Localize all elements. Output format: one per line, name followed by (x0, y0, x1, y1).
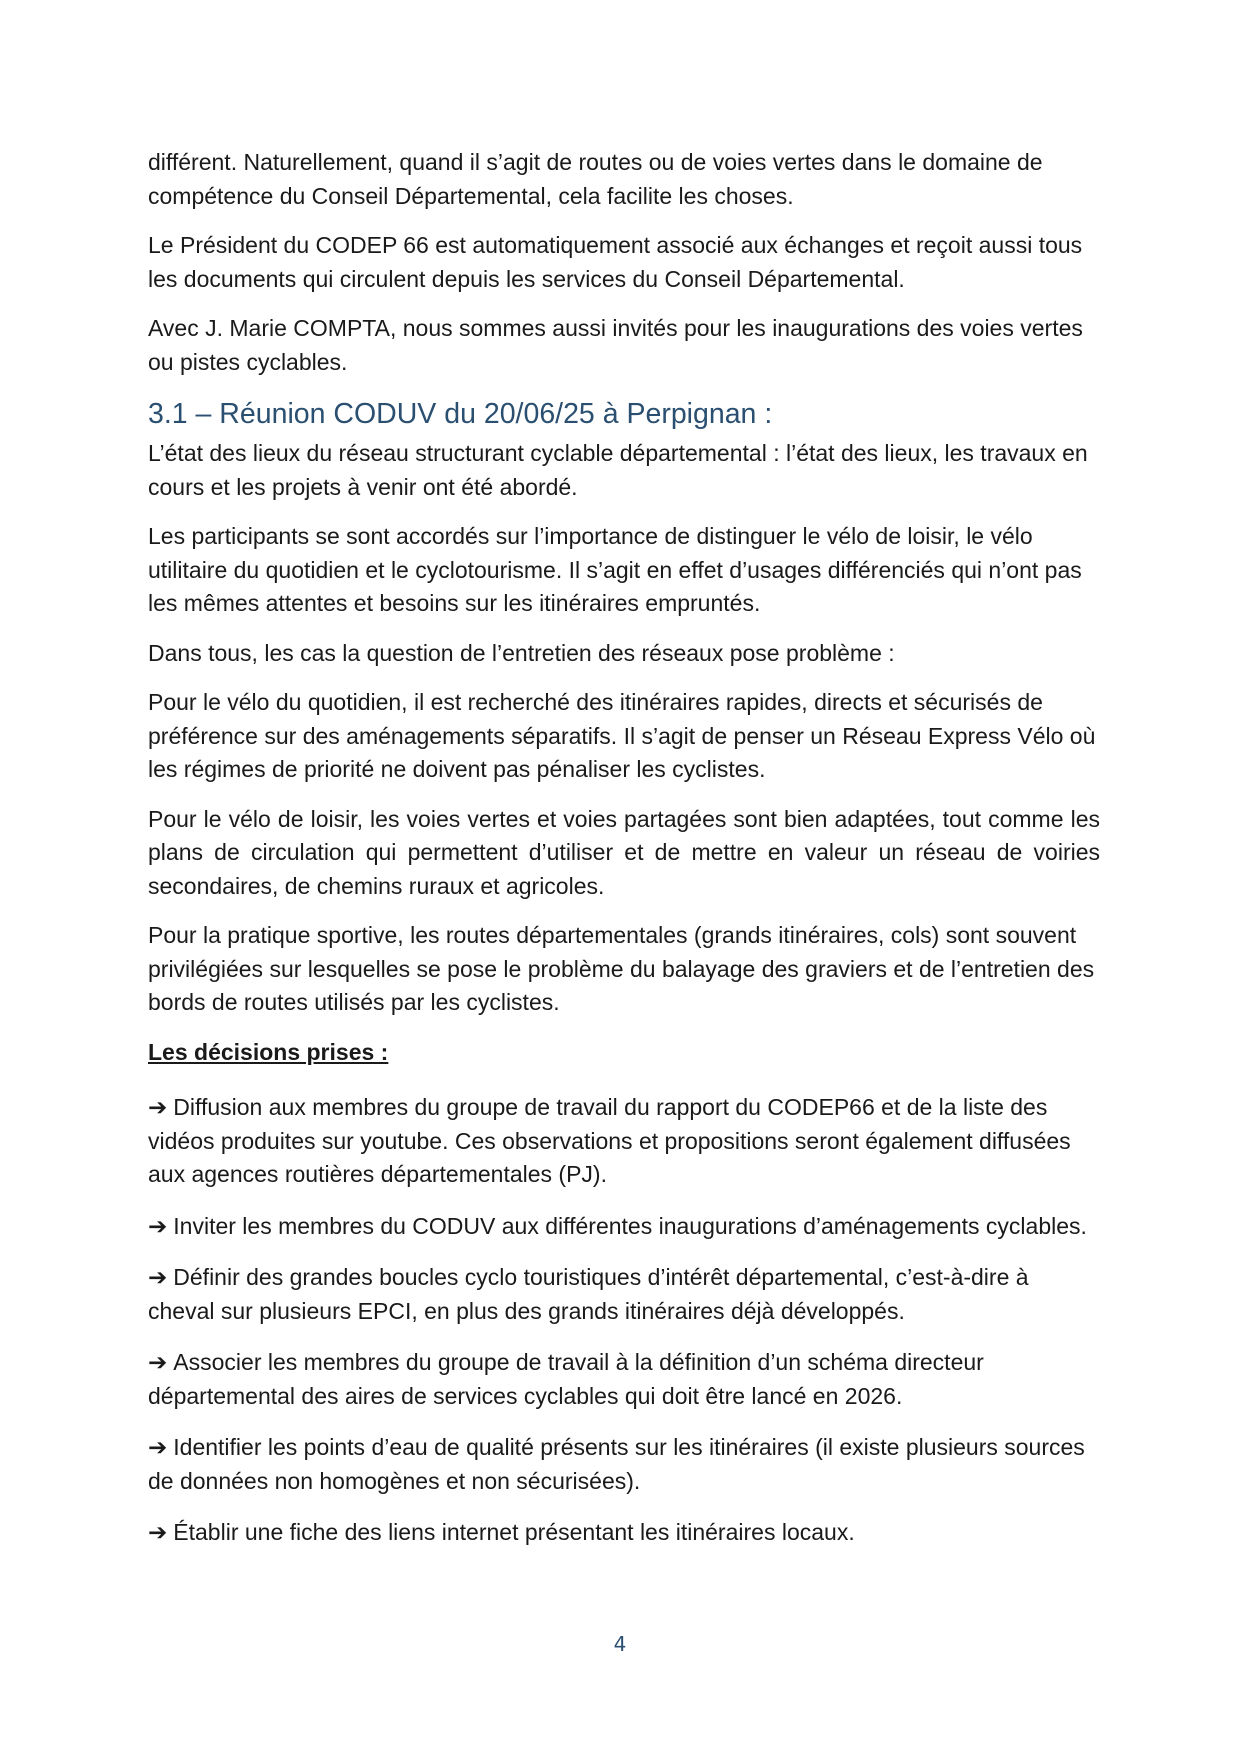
decision-item (148, 1431, 1100, 1498)
section-paragraph-3: Dans tous, les cas la question de l’entretien des réseaux pose problème : (148, 639, 895, 666)
decision-item (148, 1261, 1100, 1328)
arrow-right-icon: ➔ (148, 1434, 168, 1460)
arrow-right-icon: ➔ (148, 1519, 168, 1545)
decision-text: Associer les membres du groupe de travail à la définition d’un schéma directeur départemental des aires de services cyclables qui doit être lancé en 2026. (148, 1349, 984, 1409)
intro-paragraph-2: Le Président du CODEP 66 est automatiquement associé aux échanges et reçoit aussi tous les documents qui circulent depuis les services du Conseil Départemental. (148, 232, 1083, 292)
decision-text: Définir des grandes boucles cyclo touristiques d’intérêt départemental, c’est-à-dire à cheval sur plusieurs EPCI, en plus des grands itinéraires déjà développés. (148, 1264, 1029, 1324)
decisions-title: Les décisions prises : (148, 1038, 389, 1065)
decision-text: Établir une fiche des liens internet présentant les itinéraires locaux. (173, 1519, 855, 1545)
section-paragraph-5: Pour le vélo de loisir, les voies vertes et voies partagées sont bien adaptées, tout comme les plans de circulation qui permettent d’utiliser et de mettre en valeur un réseau de voiries secondaires, de chemins ruraux et agricoles. (148, 805, 1100, 899)
section-paragraph-4: Pour le vélo du quotidien, il est recherché des itinéraires rapides, directs et sécurisés de préférence sur des aménagements séparatifs. Il s’agit de penser un Réseau Express Vélo où les régimes de priorité ne doivent pas pénaliser les cyclistes. (148, 689, 1096, 782)
decision-item (148, 1091, 1100, 1192)
arrow-right-icon: ➔ (148, 1094, 168, 1120)
section-paragraph-6: Pour la pratique sportive, les routes départementales (grands itinéraires, cols) sont souvent privilégiées sur lesquelles se pose le problème du balayage des graviers et de l’entretien des bords de routes utilisés par les cyclistes. (148, 922, 1095, 1015)
decision-text: Inviter les membres du CODUV aux différentes inaugurations d’aménagements cyclables. (173, 1212, 1087, 1239)
decision-item (148, 1516, 1100, 1550)
arrow-right-icon: ➔ (148, 1349, 168, 1375)
intro-paragraph-3: Avec J. Marie COMPTA, nous sommes aussi invités pour les inaugurations des voies vertes ou pistes cyclables. (148, 315, 1083, 375)
page-number: 4 (613, 1632, 627, 1656)
decision-item (148, 1346, 1100, 1413)
decisions-list (148, 1091, 1100, 1550)
section-paragraph-2: Les participants se sont accordés sur l’importance de distinguer le vélo de loisir, le vélo utilitaire du quotidien et le cyclotourisme. Il s’agit en effet d’usages différenciés qui n’ont pas les mêmes attentes et besoins sur les itinéraires empruntés. (148, 523, 1082, 616)
document-page (148, 146, 1100, 1568)
arrow-right-icon: ➔ (148, 1212, 168, 1239)
intro-paragraph-1: différent. Naturellement, quand il s’agit de routes ou de voies vertes dans le domaine de compétence du Conseil Départemental, cela facilite les choses. (148, 149, 1043, 209)
section-paragraph-1: L’état des lieux du réseau structurant cyclable départemental : l’état des lieux, les travaux en cours et les projets à venir ont été abordé. (148, 440, 1088, 500)
decision-text: Diffusion aux membres du groupe de travail du rapport du CODEP66 et de la liste des vidéos produites sur youtube. Ces observations et propositions seront également diffusées aux agences routières départementales (PJ). (148, 1094, 1071, 1187)
section-heading: 3.1 – Réunion CODUV du 20/06/25 à Perpignan : (148, 398, 773, 430)
arrow-right-icon: ➔ (148, 1264, 168, 1290)
decision-item (148, 1210, 1100, 1244)
decision-text: Identifier les points d’eau de qualité présents sur les itinéraires (il existe plusieurs sources de données non homogènes et non sécurisées). (148, 1434, 1085, 1494)
